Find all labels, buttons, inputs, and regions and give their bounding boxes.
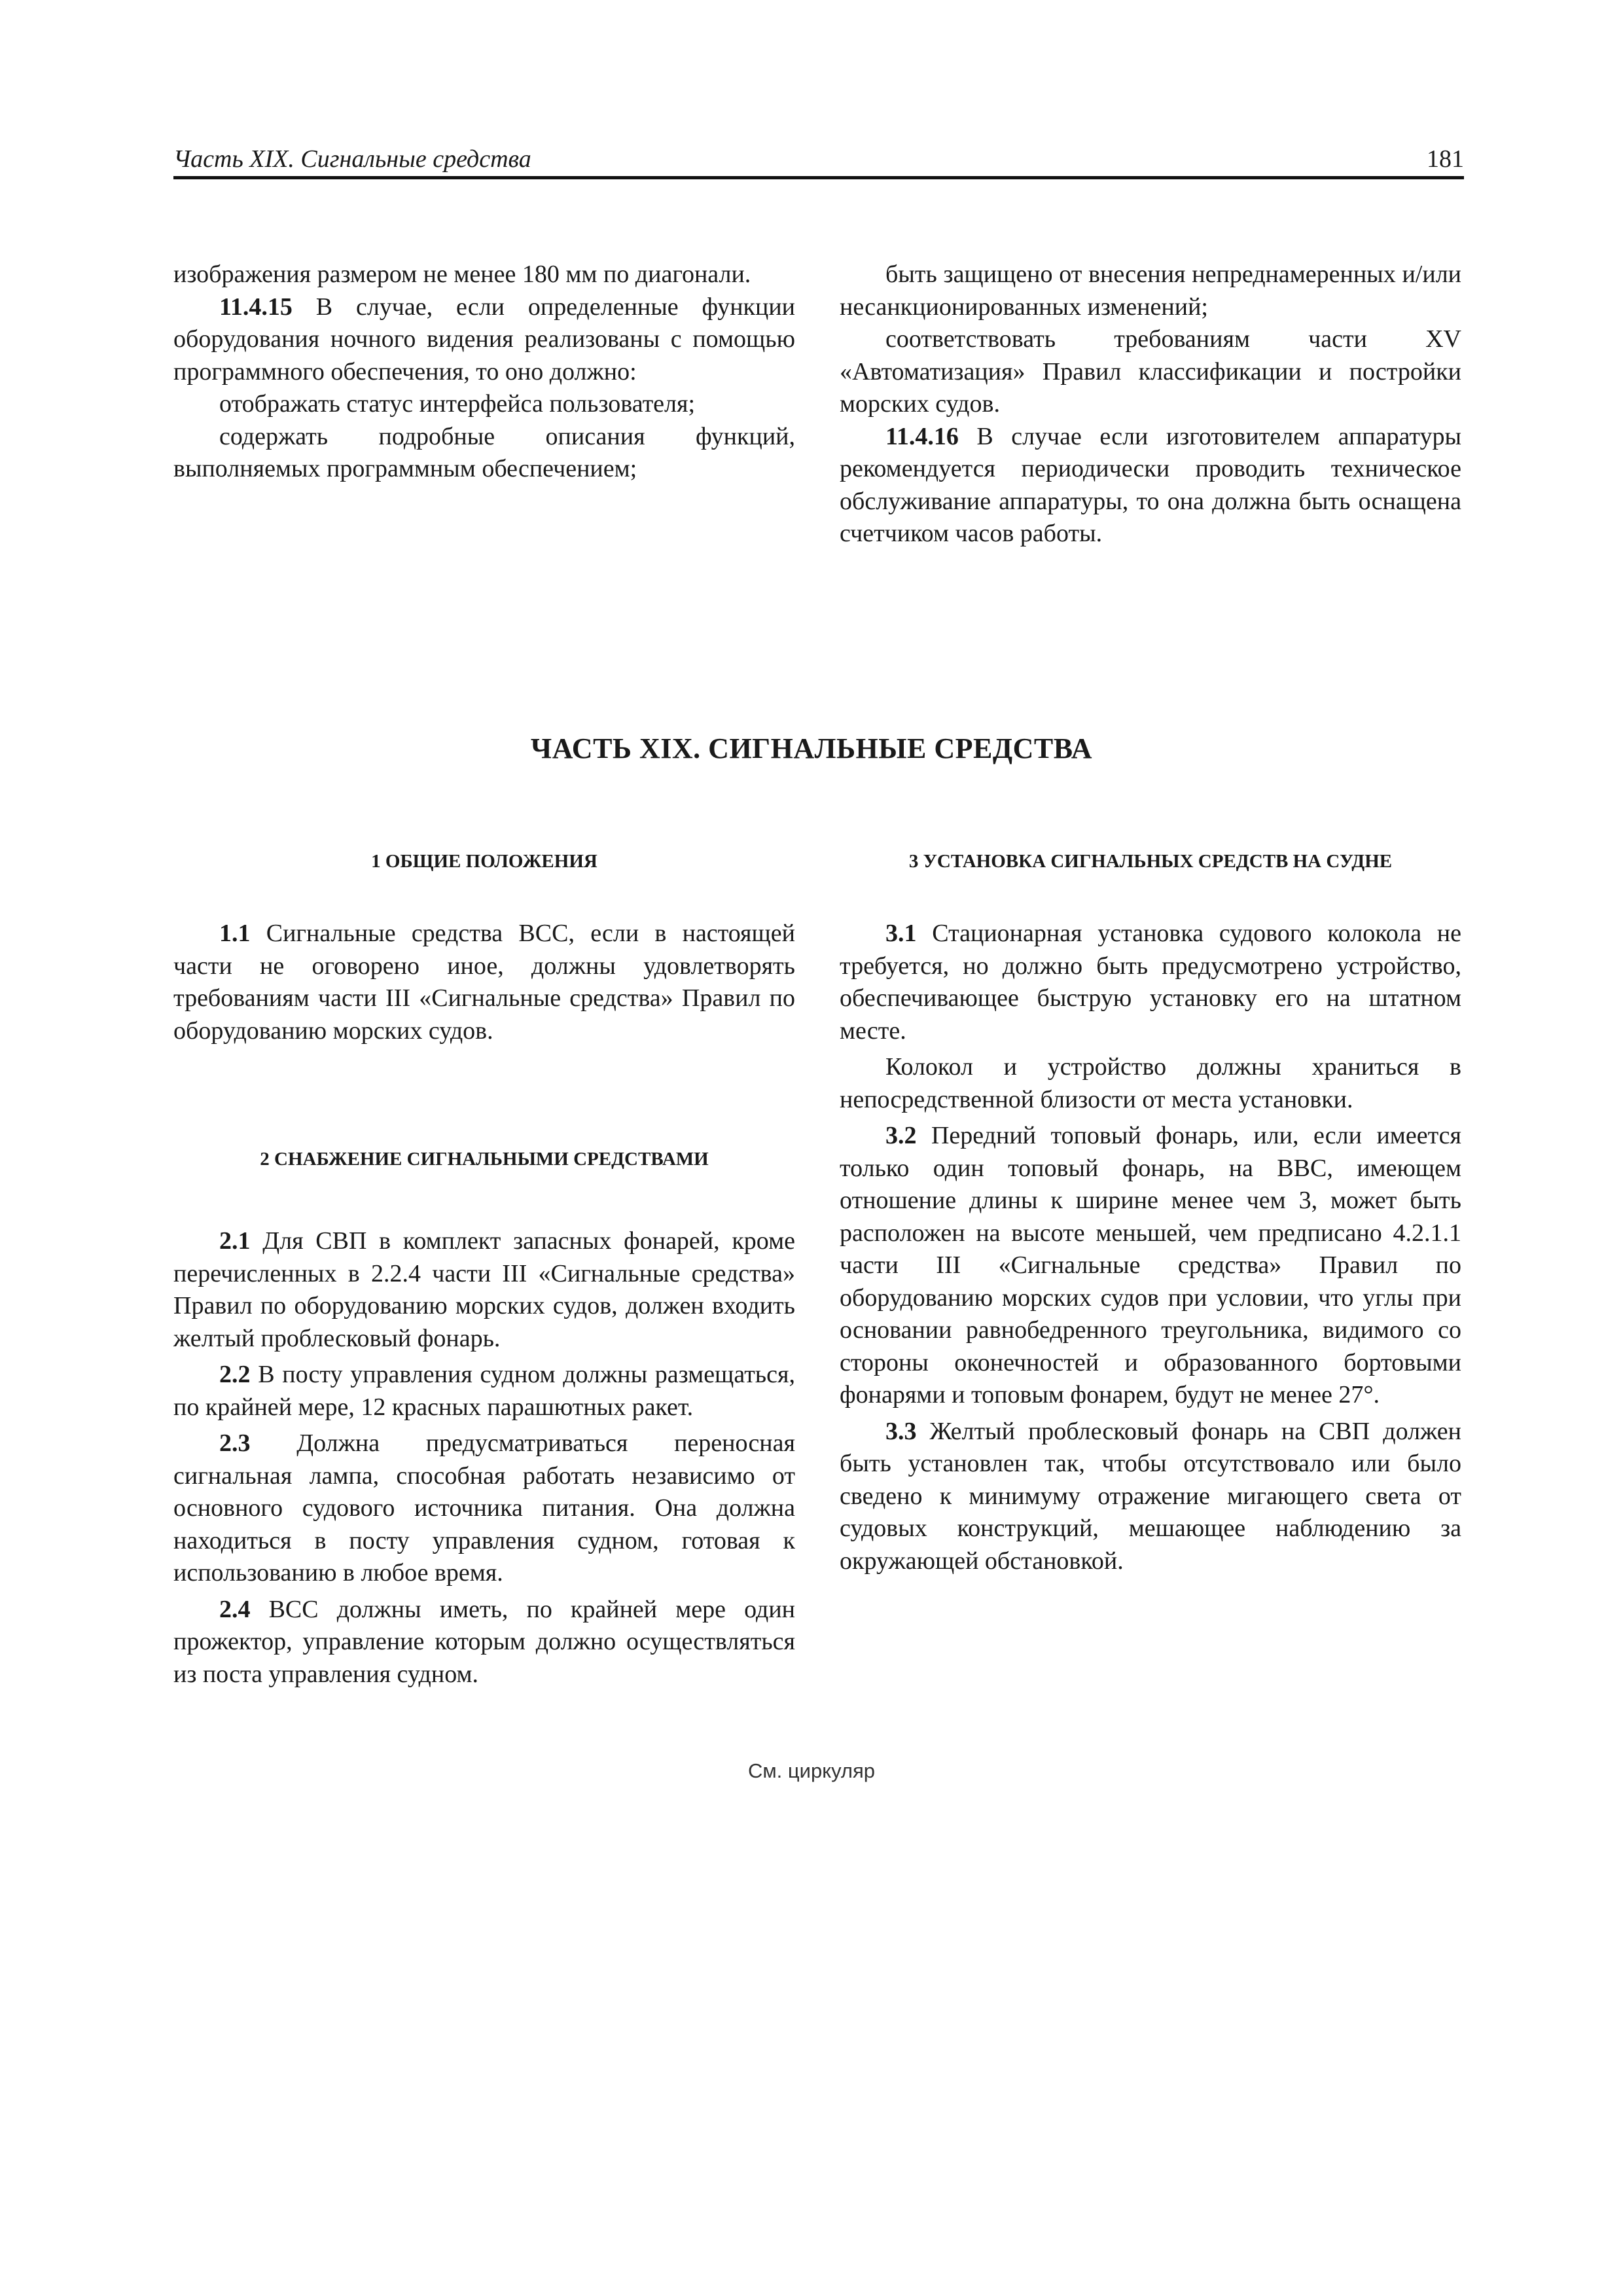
paragraph-2-3 [173,1427,795,1590]
section-1-body [173,918,795,1047]
clause-number: 3.2 [885,1122,917,1149]
paragraph: Колокол и устройство должны храниться в непосредственной близости от места установки. [840,1053,1461,1113]
paragraph-1-1 [173,918,795,1047]
paragraph: соответствовать требованиям части XV «Автоматизация» Правил классификации и постройки морских судов. [840,325,1461,418]
part-title: ЧАСТЬ XIX. СИГНАЛЬНЫЕ СРЕДСТВА [530,732,1093,764]
section-2-heading: 2 СНАБЖЕНИЕ СИГНАЛЬНЫМИ СРЕДСТВАМИ [260,1149,709,1170]
paragraph-11-4-15 [173,291,795,389]
clause-text: В случае, если определенные функции оборудования ночного видения реализованы с помощью программного обеспечения, то оно должно: [173,293,795,386]
paragraph-2-2 [173,1359,795,1424]
paragraph-2-1 [173,1225,795,1355]
clause-text: Сигнальные средства ВСС, если в настоящей части не оговорено иное, должны удовлетворять требованиям части III «Сигнальные средства» Правил по оборудованию морских судов. [173,920,795,1045]
clause-number: 11.4.15 [219,293,293,321]
clause-text: Передний топовый фонарь, или, если имеется только один топовый фонарь, на ВВС, имеющем отношение длины к ширине менее чем 3, может быть расположен на высоте меньшей, чем предписано 4.2.1.1 части III «Сигнальные средства» Правил по оборудованию морских судов при условии, что углы при основании равнобедренного треугольника, видимого со стороны оконечностей и образованного бортовыми фонарями и топовым фонарем, будут не менее 27°. [840,1122,1461,1408]
clause-number: 11.4.16 [885,422,959,450]
paragraph-3-3 [840,1416,1461,1578]
paragraph-3-1 [840,918,1461,1047]
section-2-body [173,1225,795,1691]
page-number: 181 [1427,145,1464,173]
paragraph: изображения размером не менее 180 мм по диагонали. [173,260,751,288]
clause-text: Стационарная установка судового колокола не требуется, но должно быть предусмотрено устройство, обеспечивающее быструю установку его на штатном месте. [840,920,1461,1045]
section-3-body [840,918,1461,1577]
top-left-column [173,259,795,486]
clause-number: 3.1 [885,920,917,947]
clause-number: 1.1 [219,920,251,947]
paragraph: быть защищено от внесения непреднамеренных и/или несанкционированных изменений; [840,260,1461,321]
top-right-column [840,259,1461,550]
clause-text: Желтый проблесковый фонарь на СВП должен быть установлен так, чтобы отсутствовало или было сведено к минимуму отражение мигающего света от судовых конструкций, мешающее наблюдению за окружающей обстановкой. [840,1417,1461,1575]
paragraph-3-2 [840,1120,1461,1412]
clause-text: В посту управления судном должны размещаться, по крайней мере, 12 красных парашютных ракет. [173,1361,795,1421]
clause-number: 2.1 [219,1227,251,1255]
clause-text: Должна предусматриваться переносная сигнальная лампа, способная работать независимо от основного судового источника питания. Она должна находиться в посту управления судном, готовая к использованию в любое время. [173,1429,795,1587]
paragraph-2-4 [173,1594,795,1691]
paragraph: отображать статус интерфейса пользователя; [219,390,696,418]
section-3-heading: 3 УСТАНОВКА СИГНАЛЬНЫХ СРЕДСТВ НА СУДНЕ [908,851,1393,872]
clause-text: Для СВП в комплект запасных фонарей, кроме перечисленных в 2.2.4 части III «Сигнальные средства» Правил по оборудованию морских судов, должен входить желтый проблесковый фонарь. [173,1227,795,1352]
clause-text: В случае если изготовителем аппаратуры рекомендуется периодически проводить техническое обслуживание аппаратуры, то она должна быть оснащена счетчиком часов работы. [840,422,1461,547]
paragraph-11-4-16 [840,421,1461,550]
clause-number: 2.4 [219,1595,251,1623]
clause-number: 2.2 [219,1361,251,1388]
clause-text: ВСС должны иметь, по крайней мере один прожектор, управление которым должно осуществляться из поста управления судном. [173,1595,795,1688]
footnote-circular: См. циркуляр [747,1759,876,1782]
paragraph: содержать подробные описания функций, выполняемых программным обеспечением; [173,422,795,482]
clause-number: 2.3 [219,1429,251,1457]
running-header-title: Часть XIX. Сигнальные средства [173,145,531,173]
section-1-heading: 1 ОБЩИЕ ПОЛОЖЕНИЯ [371,851,597,872]
running-header [173,140,1464,179]
clause-number: 3.3 [885,1417,917,1445]
